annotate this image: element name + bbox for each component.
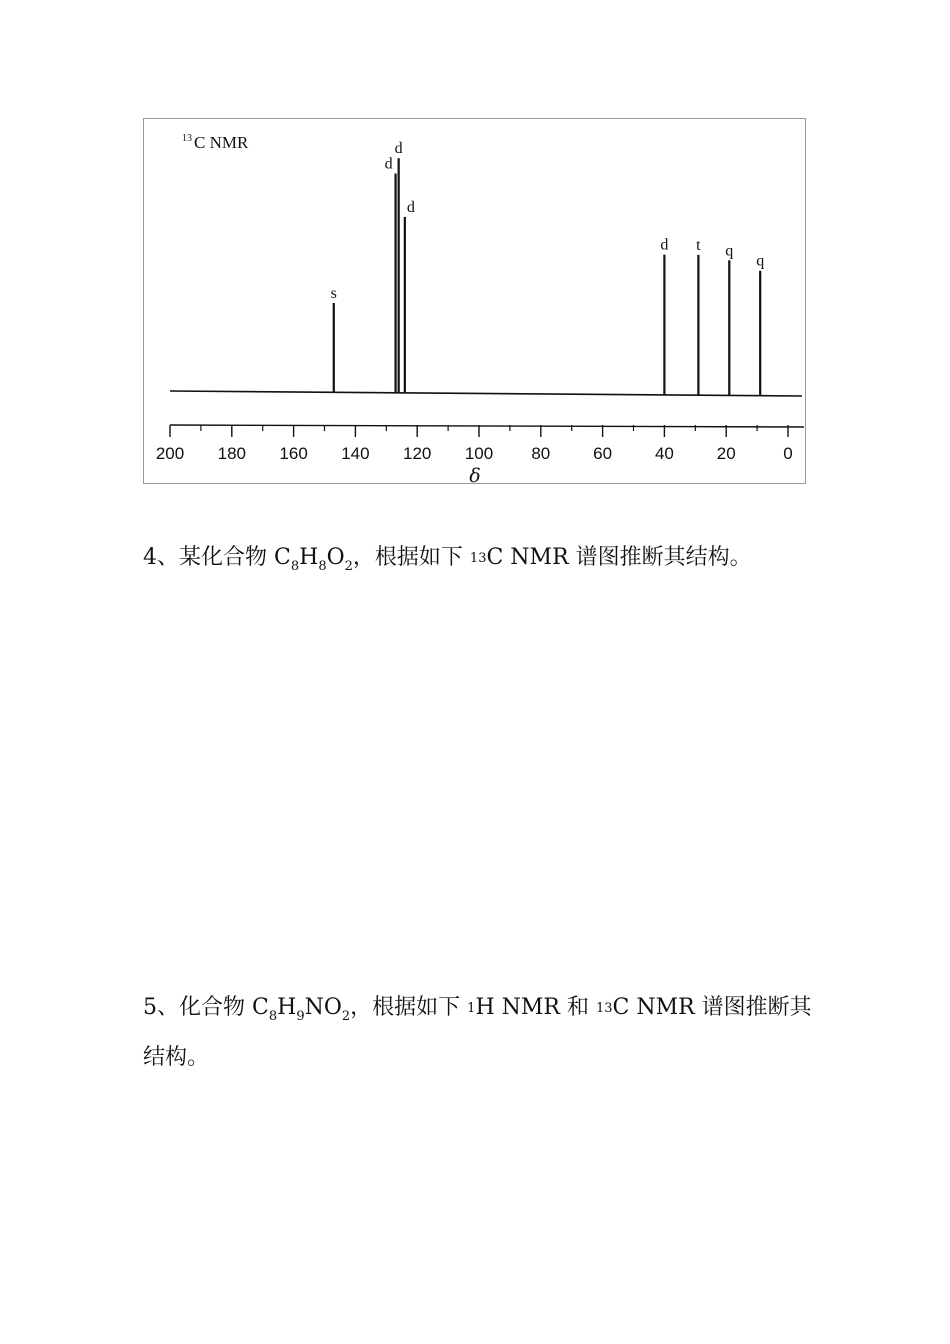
q4-formula-h-sub: 8 — [318, 559, 327, 574]
nmr-spectrum-figure — [143, 118, 806, 484]
q4-text-1: ，根据如下 — [352, 545, 470, 570]
spectrum-title-sup: 13 — [182, 133, 192, 144]
q5-formula-h-sub: 9 — [296, 1009, 305, 1024]
x-tick-label-9: 20 — [716, 444, 736, 463]
question-5 — [143, 990, 812, 1028]
q4-number: 4、某化合物 — [143, 545, 274, 570]
x-tick-label-7: 60 — [593, 444, 613, 463]
baseline — [170, 391, 802, 396]
q5-formula-no: NO — [304, 995, 342, 1020]
x-tick-label-2: 160 — [279, 444, 308, 463]
peak-label-4: d — [660, 236, 669, 254]
x-axis-ticks — [156, 425, 793, 463]
q5-isotope-prefix-1: 1 — [467, 1001, 476, 1016]
x-tick-label-6: 80 — [531, 444, 551, 463]
q5-formula-c-sub: 8 — [268, 1009, 278, 1024]
q5-line-2: 结构。 — [143, 1045, 210, 1070]
q5-formula-h: H — [277, 995, 297, 1020]
x-tick-label-0: 200 — [155, 444, 185, 463]
peak-label-5: t — [696, 236, 701, 254]
x-tick-label-5: 100 — [464, 444, 494, 463]
question-4 — [143, 540, 752, 578]
q4-text-2: C NMR 谱图推断其结构。 — [486, 545, 752, 570]
x-tick-label-1: 180 — [217, 444, 246, 463]
peak-label-3: d — [406, 198, 415, 216]
q4-formula-o: O — [326, 545, 345, 570]
q5-isotope-prefix-2: 13 — [595, 1001, 613, 1016]
x-tick-label-10: 0 — [783, 444, 793, 463]
x-axis-line — [170, 425, 804, 427]
peak-label-0: s — [330, 285, 337, 303]
q4-formula-o-sub: 2 — [344, 559, 353, 574]
peak-label-1: d — [384, 155, 393, 173]
nmr-spectrum-chart — [144, 119, 807, 485]
q5-formula-c: C — [252, 995, 269, 1020]
peak-label-7: q — [756, 252, 765, 270]
q5-text-1: ，根据如下 — [350, 995, 468, 1020]
x-tick-label-3: 140 — [341, 444, 370, 463]
q5-formula-no-sub: 2 — [341, 1009, 351, 1024]
q5-text-2: H NMR 和 — [475, 995, 596, 1020]
q4-formula-h: H — [299, 545, 319, 570]
q5-text-3: C NMR 谱图推断其 — [612, 995, 812, 1020]
spectrum-title: C NMR — [194, 133, 249, 152]
q4-formula-c-sub: 8 — [290, 559, 300, 574]
x-axis-label: δ — [469, 465, 481, 485]
x-tick-label-4: 120 — [403, 444, 432, 463]
q5-number: 5、化合物 — [143, 995, 252, 1020]
peaks-group — [331, 140, 765, 395]
q4-formula-c: C — [274, 545, 291, 570]
peak-label-6: q — [725, 242, 734, 260]
x-tick-label-8: 40 — [654, 444, 674, 463]
peak-label-2: d — [394, 140, 403, 158]
q4-isotope-prefix: 13 — [469, 551, 487, 566]
